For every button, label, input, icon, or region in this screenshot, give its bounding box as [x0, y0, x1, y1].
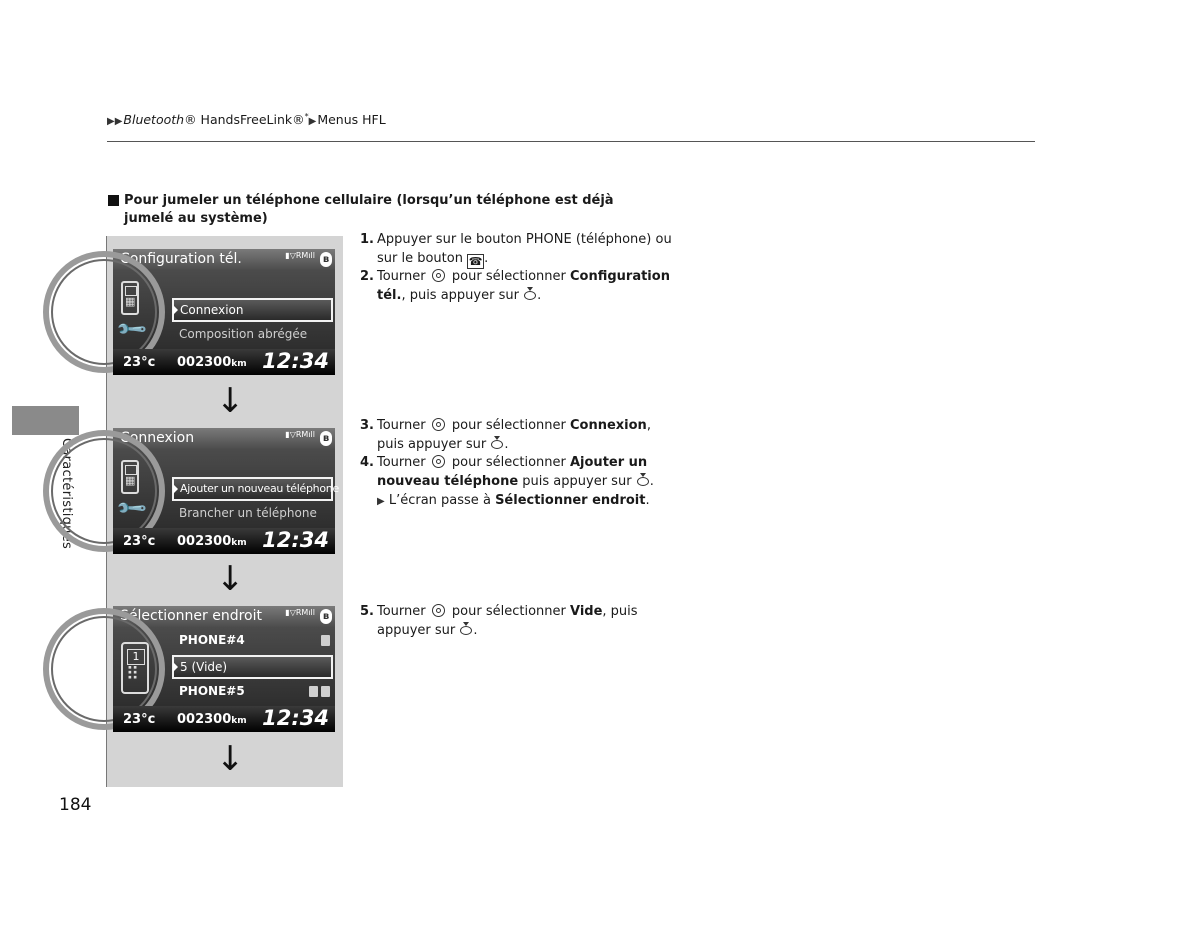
phone-slot-row: PHONE#4: [179, 633, 245, 647]
screen-footer: [113, 528, 335, 554]
selection-arrow-icon: [173, 305, 178, 315]
selection-arrow-icon: [173, 484, 178, 494]
screen-title: Configuration tél.: [120, 251, 242, 267]
dial-knob-icon: [430, 604, 448, 617]
temperature: 23°c: [123, 534, 156, 549]
bluetooth-icon: ʙ: [320, 609, 332, 624]
dial-knob-icon: [430, 418, 448, 431]
press-knob-icon: [636, 473, 650, 487]
breadcrumb-bluetooth: Bluetooth: [123, 112, 185, 128]
phone-slot-row: PHONE#5: [179, 684, 245, 698]
phone-button-icon: ☎: [468, 255, 483, 268]
phone-slot-icon: 1 ⠿: [121, 642, 149, 694]
odometer: 002300km: [177, 534, 247, 549]
phone-icon: [121, 460, 139, 494]
dial-knob-icon: [430, 269, 448, 282]
clock: 12:34: [262, 528, 329, 552]
down-arrow-icon: ↓: [216, 739, 245, 779]
screen-title: Connexion: [120, 430, 195, 446]
selected-item: Ajouter un nouveau téléphone: [172, 477, 333, 501]
selected-item: Connexion: [172, 298, 333, 322]
screen-title: Sélectionner endroit: [120, 608, 262, 624]
selected-item: 5 (Vide): [172, 655, 333, 679]
menu-item: Brancher un téléphone: [179, 506, 317, 520]
step-3: 3. Tourner pour sélectionner Connexion, puis appuyer sur .: [360, 418, 651, 452]
selection-arrow-icon: [173, 662, 178, 672]
down-arrow-icon: ↓: [216, 559, 245, 599]
press-knob-icon: [459, 622, 473, 636]
phone-small-icon: [321, 635, 330, 646]
dial-knob-icon: [430, 455, 448, 468]
wrench-icon: 🔧: [114, 311, 149, 347]
screen-footer: [113, 706, 335, 732]
screen-select-slot: [113, 606, 335, 732]
press-knob-icon: [523, 287, 537, 301]
phone-icon: [121, 281, 139, 315]
step-4: 4. Tourner pour sélectionner Ajouter un nouveau téléphone puis appuyer sur . ▶ L’écran passe à Sélectionner endroit.: [360, 455, 654, 508]
step-5: 5. Tourner pour sélectionner Vide, puis appuyer sur .: [360, 604, 638, 638]
breadcrumb-menus: Menus HFL: [317, 112, 386, 128]
screen-body: [113, 450, 339, 528]
section-square-icon: [108, 195, 119, 206]
signal-icon: ▮▽RMıll: [285, 608, 315, 617]
section-title: Pour jumeler un téléphone cellulaire (lorsqu’un téléphone est déjà jumelé au système): [124, 193, 614, 226]
breadcrumb: [107, 112, 386, 127]
temperature: 23°c: [123, 355, 156, 370]
wrench-icon: 🔧: [114, 490, 149, 526]
bluetooth-icon: ʙ: [320, 252, 332, 267]
screen-body: [113, 628, 335, 706]
step-1: 1. Appuyer sur le bouton PHONE (téléphone) ou sur le bouton ☎ .: [360, 232, 672, 268]
temperature: 23°c: [123, 712, 156, 727]
breadcrumb-note: *: [304, 112, 309, 121]
page-number: 184: [59, 795, 92, 815]
signal-icon: ▮▽RMıll: [285, 430, 315, 439]
screen-configuration: [113, 249, 335, 375]
screen-body: [113, 271, 335, 349]
chapter-label: Caractéristiques: [59, 438, 74, 550]
down-arrow-icon: ↓: [216, 381, 245, 421]
speaker-icon: [309, 686, 318, 697]
clock: 12:34: [262, 706, 329, 730]
phone-small-icon: [321, 686, 330, 697]
clock: 12:34: [262, 349, 329, 373]
triangle-right-icon: ▶: [308, 116, 317, 128]
header-rule: [107, 141, 1035, 142]
odometer: 002300km: [177, 712, 247, 727]
odometer: 002300km: [177, 355, 247, 370]
chapter-tab: [12, 406, 79, 435]
result-arrow-icon: ▶: [377, 496, 385, 507]
step-2: 2. Tourner pour sélectionner Configuration tél., puis appuyer sur .: [360, 269, 670, 303]
triangle-right-icon: ▶▶: [107, 116, 123, 128]
breadcrumb-hfl: ® HandsFreeLink®: [184, 112, 305, 128]
screen-connexion: [113, 428, 339, 554]
signal-icon: ▮▽RMıll: [285, 251, 315, 260]
menu-item: Composition abrégée: [179, 327, 308, 341]
press-knob-icon: [490, 436, 504, 450]
screen-footer: [113, 349, 335, 375]
bluetooth-icon: ʙ: [320, 431, 332, 446]
